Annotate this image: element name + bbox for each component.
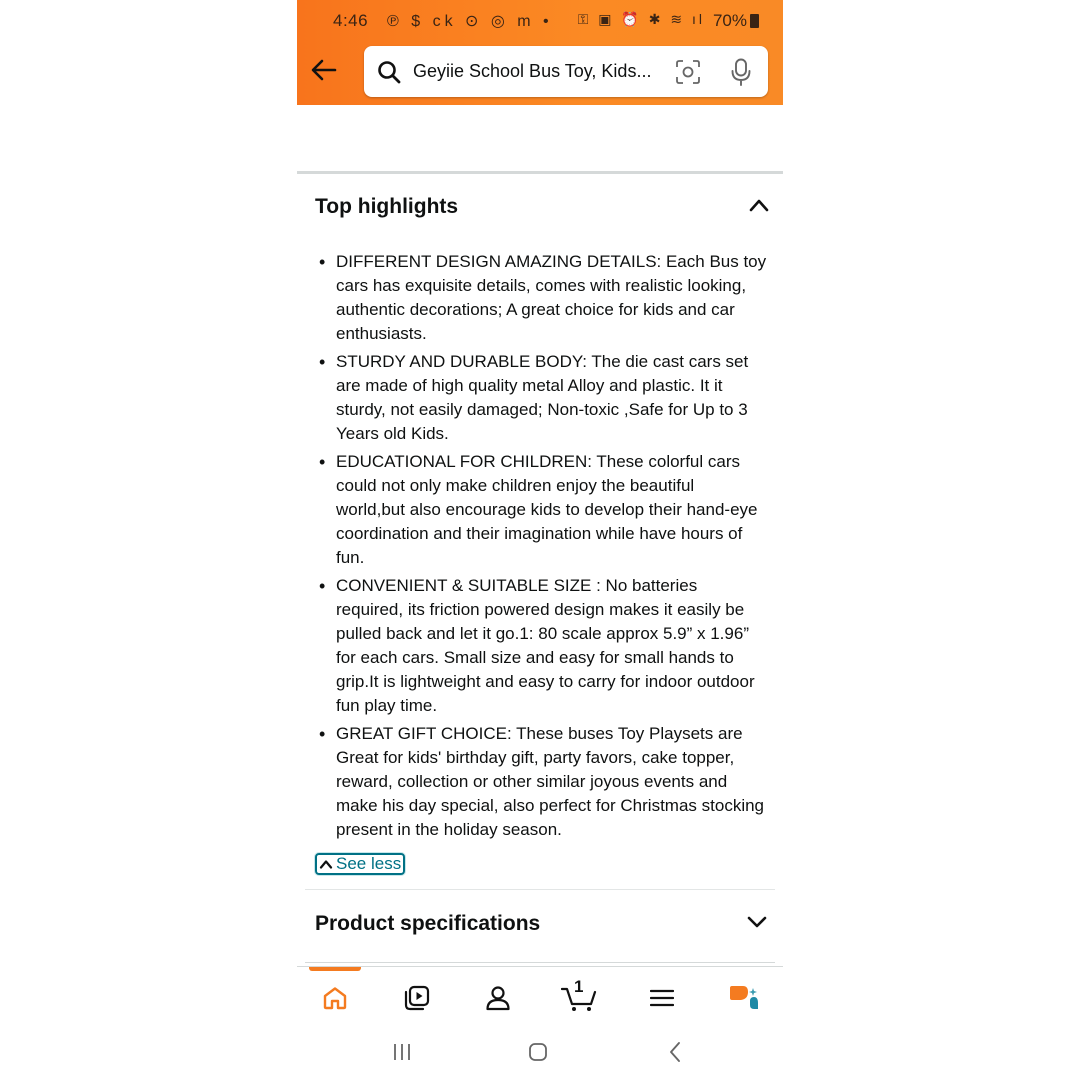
section-divider	[305, 889, 775, 890]
phone-screen	[297, 0, 783, 1080]
chevron-up-icon[interactable]	[749, 198, 769, 212]
system-back-button[interactable]	[663, 1040, 687, 1064]
search-icon	[376, 59, 402, 85]
nav-video[interactable]	[397, 981, 437, 1015]
nav-home[interactable]	[315, 981, 355, 1015]
chevron-left-icon	[668, 1041, 682, 1063]
arrow-left-icon	[311, 59, 337, 81]
list-item: • CONVENIENT & SUITABLE SIZE : No batteries required, its friction powered design makes it easily be pulled back and let it go.1: 80 scale approx 5.9” x 1.96” for each cars. Small size and easy for small hands to grip.It is lightweight and easy to carry for indoor outdoor fun play time.	[317, 574, 767, 718]
android-nav-bar	[297, 1024, 783, 1080]
top-highlights-title: Top highlights	[315, 195, 459, 218]
nav-menu[interactable]	[642, 981, 682, 1015]
recent-apps-button[interactable]	[390, 1040, 414, 1064]
nav-rufus[interactable]	[724, 981, 764, 1015]
recent-apps-icon	[392, 1042, 412, 1062]
home-square-icon	[528, 1042, 548, 1062]
list-item: • EDUCATIONAL FOR CHILDREN: These colorful cars could not only make children enjoy the beautiful world,but also encourage kids to develop their hand-eye coordination and their imagination while have hours of fun.	[317, 450, 767, 570]
active-tab-indicator	[309, 967, 361, 971]
search-bar[interactable]	[364, 46, 768, 97]
battery-icon	[750, 14, 759, 28]
back-button[interactable]	[309, 55, 339, 85]
status-time: 4:46	[333, 11, 369, 30]
section-divider	[305, 962, 775, 963]
section-divider	[297, 171, 783, 174]
status-bar	[297, 0, 783, 40]
chevron-down-icon[interactable]	[747, 915, 767, 929]
product-specifications-title[interactable]: Product specifications	[315, 912, 541, 935]
account-icon	[485, 985, 511, 1011]
camera-scan-icon[interactable]	[675, 59, 701, 85]
cart-count-badge: 1	[574, 977, 584, 996]
highlights-list	[317, 250, 767, 846]
app-header	[297, 0, 783, 105]
list-item: • DIFFERENT DESIGN AMAZING DETAILS: Each Bus toy cars has exquisite details, comes with realistic looking, authentic decorations; A great choice for kids and car enthusiasts.	[317, 250, 767, 346]
video-icon	[404, 985, 430, 1011]
list-item: • STURDY AND DURABLE BODY: The die cast cars set are made of high quality metal Alloy and plastic. It it sturdy, not easily damaged; Non-toxic ,Safe for Up to 3 Years old Kids.	[317, 350, 767, 446]
see-less-button[interactable]	[315, 853, 405, 875]
system-status-icons: ⚿ ▣ ⏰ ✱ ≋ ıl	[577, 11, 705, 27]
notification-icons: ℗ $ ck ⊙ ◎ m •	[387, 13, 553, 30]
menu-icon	[650, 988, 674, 1008]
home-icon	[322, 986, 348, 1010]
search-input[interactable]: Geyiie School Bus Toy, Kids...	[413, 61, 652, 81]
nav-account[interactable]	[478, 981, 518, 1015]
list-item: • GREAT GIFT CHOICE: These buses Toy Playsets are Great for kids' birthday gift, party favors, cake topper, reward, collection or other similar joyous events and make his day special, also perfect for Christmas stocking present in the holiday season.	[317, 722, 767, 842]
bottom-nav	[297, 966, 783, 1024]
caret-up-icon	[319, 859, 333, 869]
microphone-icon[interactable]	[730, 58, 752, 86]
see-less-label: See less	[336, 854, 402, 873]
home-button[interactable]	[526, 1040, 550, 1064]
nav-cart[interactable]	[559, 977, 599, 1015]
rufus-icon	[728, 984, 760, 1012]
battery-percent: 70%	[712, 11, 747, 30]
